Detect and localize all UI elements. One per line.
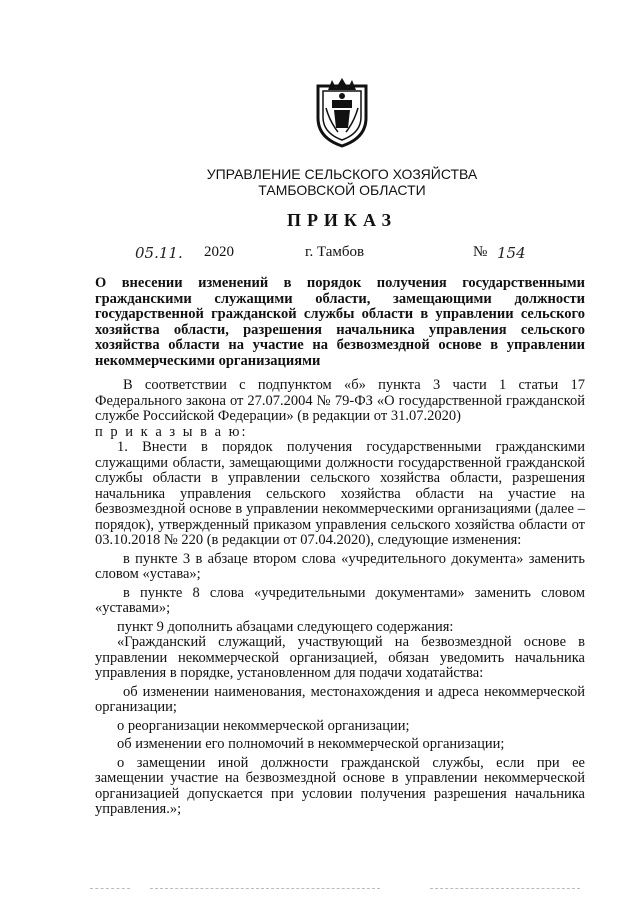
change-paragraph-1: в пункте 3 в абзаце втором слова «учредительного документа» заменить словом «устава»;	[95, 550, 585, 582]
order-body	[95, 378, 585, 818]
date-year: 2020	[204, 244, 234, 260]
quote-paragraph-3: о реорганизации некоммерческой организации;	[117, 717, 410, 734]
org-name-line1: УПРАВЛЕНИЕ СЕЛЬСКОГО ХОЗЯЙСТВА	[206, 166, 478, 182]
order-subject: О внесении изменений в порядок получения государственными гражданскими служащими области, замещающими должности государственной гражданской службы области в управлении сельского хозяйства области, разрешения начальника управления сельского хозяйства области на участие на безвозмездной основе в управлении некоммерческими организациями	[95, 275, 585, 369]
date-handwritten: 05.11.	[135, 244, 183, 262]
quote-paragraph-4: об изменении его полномочий в некоммерческой организации;	[117, 736, 505, 752]
order-word: п р и к а з ы в а ю:	[95, 423, 248, 440]
city: г. Тамбов	[305, 244, 365, 260]
quote-paragraph-2: об изменении наименования, местонахождения и адреса некоммерческой организации;	[95, 683, 585, 715]
number-prefix: №	[473, 244, 488, 260]
quote-paragraph-1: «Гражданский служащий, участвующий на безвозмездной основе в управлении некоммерческой организацией, обязан уведомить начальника управления в порядке, установленном для подачи ходатайства:	[95, 634, 585, 681]
quote-paragraph-5: о замещении иной должности гражданской службы, если при ее замещении участие на безвозмездной основе в управлении некоммерческой организацией допускается при условии получения разрешения начальника управления.»;	[95, 754, 585, 817]
change-paragraph-3: пункт 9 дополнить абзацами следующего содержания:	[117, 618, 454, 635]
document-type-title: ПРИКАЗ	[286, 210, 398, 230]
item-1-paragraph: 1. Внести в порядок получения государственными гражданскими служащими области, замещающими должности государственной гражданской службы области в управлении сельского хозяйства области, разрешения начальника управления сельского хозяйства области на участие на безвозмездной основе в управлении некоммерческими организациями (далее – порядок), утвержденный приказом управления сельского хозяйства области от 03.10.2018 № 220 (в редакции от 07.04.2020), следующие изменения:	[95, 439, 585, 548]
preamble-paragraph: В соответствии с подпунктом «б» пункта 3 части 1 статьи 17 Федерального закона от 27.07.2004 № 79-ФЗ «О государственной гражданской службе Российской Федерации» (в редакции от 31.07.2020)	[95, 377, 585, 424]
change-paragraph-2: в пункте 8 слова «учредительными документами» заменить словом «уставами»;	[95, 584, 585, 616]
scan-artifact-line	[150, 888, 380, 889]
scan-artifact-line	[430, 888, 580, 889]
number-handwritten: 154	[497, 244, 526, 262]
coat-of-arms-emblem	[310, 78, 374, 150]
org-name-line2: ТАМБОВСКОЙ ОБЛАСТИ	[258, 182, 426, 198]
scan-artifact-line	[90, 888, 130, 889]
